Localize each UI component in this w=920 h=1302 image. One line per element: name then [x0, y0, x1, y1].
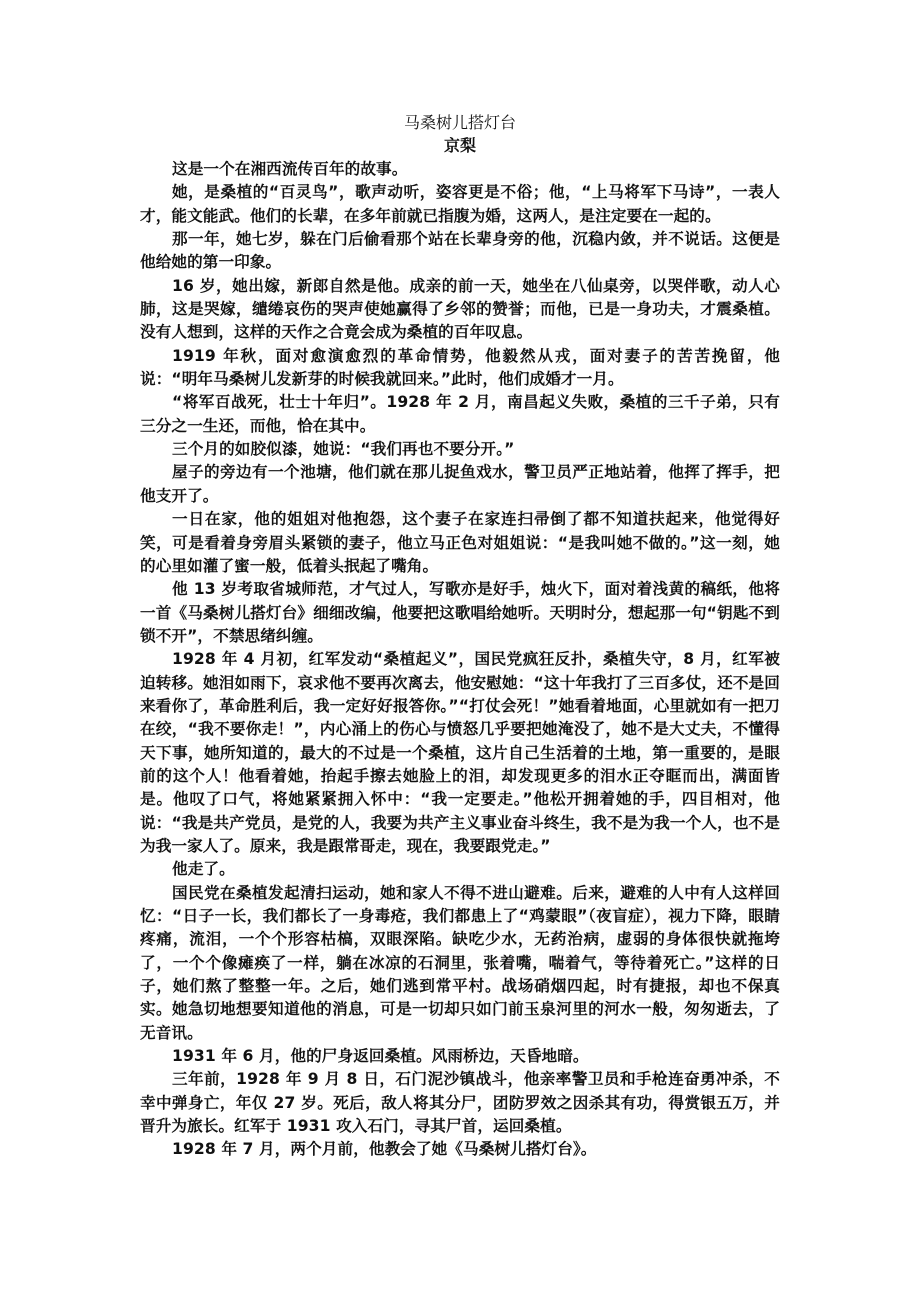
document-author: 京梨	[443, 136, 476, 155]
paragraph: 一日在家，他的姐姐对他抱怨，这个妻子在家连扫帚倒了都不知道扶起来，他觉得好笑，可是看着身旁眉头紧锁的妻子，他立马正色对姐姐说：“是我叫她不做的。”这一刻，她的心里如灌了蜜一般，低着头抿起了嘴角。	[140, 510, 780, 575]
paragraph: 1928 年 4 月初，红军发动“桑植起义”，国民党疯狂反扑，桑植失守，8 月，红军被迫转移。她泪如雨下，哀求他不要再次离去，他安慰她：“这十年我打了三百多仗，还不是回来看你了，革命胜利后，我一定好好报答你。”“打仗会死！”她看着地面，心里就如有一把刀在绞，“我不要你走！”，内心涌上的伤心与愤怒几乎要把她淹没了，她不是大丈夫，不懂得天下事，她所知道的，最大的不过是一个桑植，这片自己生活着的土地，第一重要的，是眼前的这个人！他看着她，抬起手擦去她脸上的泪，却发现更多的泪水正夺眶而出，满面皆是。他叹了口气，将她紧紧拥入怀中：“我一定要走。”他松开拥着她的手，四目相对，他说：“我是共产党员，是党的人，我要为共产主义事业奋斗终生，我不是为我一个人，也不是为我一家人了。原来，我是跟常哥走，现在，我要跟党走。”	[140, 650, 780, 855]
paragraph: 16 岁，她出嫁，新郎自然是他。成亲的前一天，她坐在八仙桌旁，以哭伴歌，动人心肺，这是哭嫁，缱绻哀伤的哭声使她赢得了乡邻的赞誉；而他，已是一身功夫，才震桑植。没有人想到，这样的天作之合竟会成为桑植的百年叹息。	[140, 276, 780, 342]
paragraph: 他 13 岁考取省城师范，才气过人，写歌亦是好手，烛火下，面对着浅黄的稿纸，他将一首《马桑树儿搭灯台》细细改编，他要把这歌唱给她听。天明时分，想起那一句“钥匙不到锁不开”，不禁思绪纠缠。	[140, 580, 780, 645]
document-body	[140, 158, 780, 1162]
paragraph: “将军百战死，壮士十年归”。1928 年 2 月，南昌起义失败，桑植的三千子弟，只有三分之一生还，而他，恰在其中。	[140, 393, 780, 435]
paragraph: 屋子的旁边有一个池塘，他们就在那儿捉鱼戏水，警卫员严正地站着，他挥了挥手，把他支开了。	[140, 463, 780, 505]
paragraph: 三个月的如胶似漆，她说：“我们再也不要分开。”	[172, 440, 515, 459]
paragraph: 三年前，1928 年 9 月 8 日，石门泥沙镇战斗，他亲率警卫员和手枪连奋勇冲杀，不幸中弹身亡，年仅 27 岁。死后，敌人将其分尸，团防罗效之因杀其有功，得赏银五万，并晋升为旅长。红军于 1931 攻入石门，寻其尸首，运回桑植。	[140, 1070, 780, 1136]
paragraph: 1919 年秋，面对愈演愈烈的革命情势，他毅然从戎，面对妻子的苦苦挽留，他说：“明年马桑树儿发新芽的时候我就回来。”此时，他们成婚才一月。	[140, 346, 780, 389]
paragraph: 1931 年 6 月，他的尸身返回桑植。风雨桥边，天昏地暗。	[172, 1047, 589, 1066]
document-title: 马桑树儿搭灯台	[403, 113, 516, 132]
paragraph: 那一年，她七岁，躲在门后偷看那个站在长辈身旁的他，沉稳内敛，并不说话。这便是他给她的第一印象。	[140, 230, 780, 272]
paragraph: 这是一个在湘西流传百年的故事。	[172, 160, 408, 178]
paragraph: 1928 年 7 月，两个月前，他教会了她《马桑树儿搭灯台》。	[172, 1140, 597, 1159]
paragraph: 他走了。	[172, 860, 235, 879]
paragraph: 国民党在桑植发起清扫运动，她和家人不得不进山避难。后来，避难的人中有人这样回忆：“日子一长，我们都长了一身毒疮，我们都患上了“鸡蒙眼”（夜盲症），视力下降，眼睛疼痛，流泪，一个个形容枯槁，双眼深陷。缺吃少水，无药治病，虚弱的身体很快就拖垮了，一个个像瘫痪了一样，躺在冰凉的石洞里，张着嘴，喘着气，等待着死亡。”这样的日子，她们熬了整整一年。之后，她们逃到常平村。战场硝烟四起，时有捷报，却也不保真实。她急切地想要知道他的消息，可是一切却只如门前玉泉河里的河水一般，匆匆逝去，了无音讯。	[140, 883, 780, 1042]
paragraph: 她，是桑植的“百灵鸟”，歌声动听，姿容更是不俗；他，“上马将军下马诗”，一表人才，能文能武。他们的长辈，在多年前就已指腹为婚，这两人，是注定要在一起的。	[140, 183, 780, 225]
